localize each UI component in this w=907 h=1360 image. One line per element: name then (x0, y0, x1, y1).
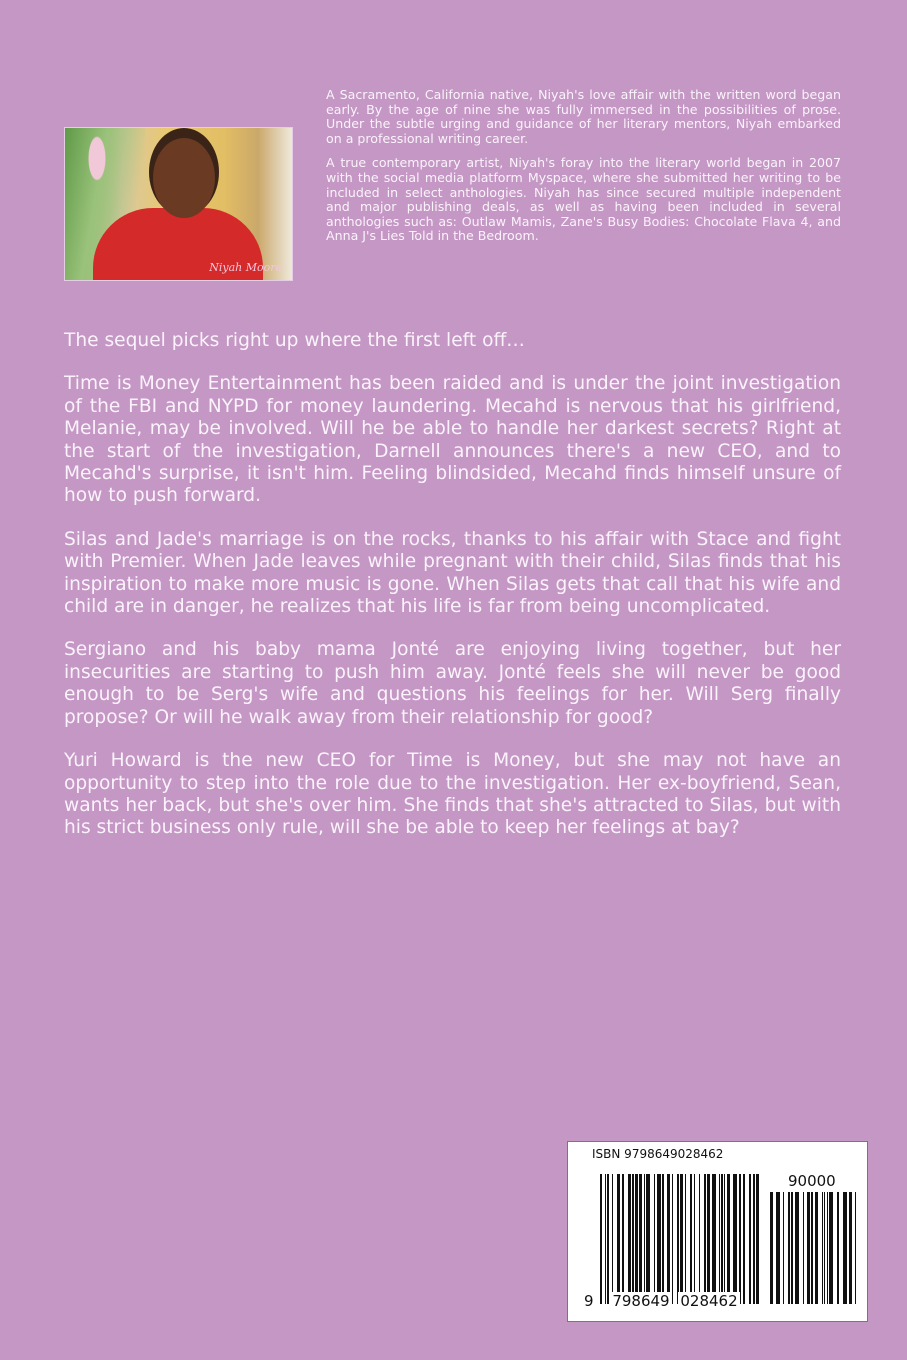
isbn-barcode (567, 1141, 868, 1322)
barcode-bar (788, 1192, 790, 1304)
blurb-paragraph: Sergiano and his baby mama Jonté are enjoying living together, but her insecurities are starting to push him away. Jonté feels she will never be good enough to be Serg's wife and questions his feelings for her. Will Serg finally propose? Or will he walk away from their relationship for good? (64, 639, 841, 728)
barcode-bar (677, 1174, 679, 1304)
barcode-bar (837, 1192, 839, 1304)
barcode-digits (582, 1292, 740, 1310)
barcode-bar (667, 1174, 670, 1304)
author-bio (326, 88, 841, 254)
barcode-bar (803, 1192, 804, 1304)
barcode-bar (822, 1192, 823, 1304)
barcode-bar (749, 1174, 751, 1304)
barcode-bar (753, 1174, 755, 1304)
barcode-bar (600, 1174, 602, 1304)
bio-paragraph: A Sacramento, California native, Niyah's love affair with the written word began early. By the age of nine she was fully immersed in the possibilities of prose. Under the subtle urging and guidance of her literary mentors, Niyah embarked on a professional writing career. (326, 87, 841, 146)
barcode-bar (707, 1174, 710, 1304)
barcode-bar (727, 1174, 730, 1304)
barcode-bar (685, 1174, 686, 1304)
barcode-bar (612, 1174, 613, 1304)
barcode-bar (635, 1174, 638, 1304)
barcode-bar (712, 1174, 716, 1304)
barcode-bar (632, 1174, 634, 1304)
barcode-bar (644, 1174, 645, 1304)
barcode-bar (811, 1192, 813, 1304)
author-photo (64, 127, 293, 281)
digits-right: 028462 (680, 1292, 738, 1310)
barcode-bar (739, 1174, 741, 1304)
barcode-bar (807, 1192, 810, 1304)
barcode-bar (724, 1174, 725, 1304)
barcode-bar (662, 1174, 664, 1304)
barcode-bar (829, 1192, 833, 1304)
barcode-bar (639, 1174, 642, 1304)
barcode-bar (719, 1174, 720, 1304)
book-blurb (64, 330, 841, 861)
barcode-bar (783, 1192, 784, 1304)
barcode-bar (795, 1192, 799, 1304)
barcode-bar (815, 1192, 818, 1304)
barcode-bar (699, 1174, 700, 1304)
barcode-bar (657, 1174, 661, 1304)
barcode-bar (776, 1192, 780, 1304)
barcode-bar (855, 1192, 856, 1304)
barcode-bar (843, 1192, 847, 1304)
barcode-addon: 90000 (788, 1172, 836, 1190)
barcode-bar (694, 1174, 695, 1304)
author-head (153, 138, 215, 218)
digits-left: 798649 (612, 1292, 670, 1310)
barcode-bar (605, 1174, 606, 1304)
digit-first: 9 (584, 1292, 594, 1310)
barcode-bar (622, 1174, 624, 1304)
barcode-bar (654, 1174, 655, 1304)
blurb-paragraph: Yuri Howard is the new CEO for Time is Money, but she may not have an opportunity to step into the role due to the investigation. Her ex-boyfriend, Sean, wants her back, but she's over him. She finds that she's attracted to Silas, but with his strict business only rule, will she be able to keep her feelings at bay? (64, 750, 841, 839)
barcode-bar (756, 1174, 759, 1304)
blurb-paragraph: Silas and Jade's marriage is on the rocks, thanks to his affair with Stace and fight with Premier. When Jade leaves while pregnant with their child, Silas finds that his inspiration to make more music is gone. When Silas gets that call that his wife and child are in danger, he realizes that his life is far from being uncomplicated. (64, 528, 841, 618)
isbn-label: ISBN 9798649028462 (592, 1147, 724, 1161)
barcode-bar (770, 1192, 773, 1304)
barcode-bar (690, 1174, 692, 1304)
barcode-bar (733, 1174, 737, 1304)
barcode-bar (743, 1174, 745, 1304)
barcode-bar (617, 1174, 620, 1304)
author-signature: Niyah Moore (209, 261, 282, 274)
barcode-bar (607, 1174, 609, 1304)
barcode-bar (672, 1174, 673, 1304)
barcode-bar (704, 1174, 706, 1304)
barcode-bar (827, 1192, 828, 1304)
barcode-bar (824, 1192, 825, 1304)
barcode-bar (628, 1174, 631, 1304)
barcode-bar (721, 1174, 723, 1304)
barcode-bar (849, 1192, 852, 1304)
barcode-bars (600, 1174, 760, 1304)
addon-bars (770, 1192, 856, 1304)
barcode-bar (791, 1192, 793, 1304)
blurb-paragraph: Time is Money Entertainment has been raided and is under the joint investigation of the FBI and NYPD for money laundering. Mecahd is nervous that his girlfriend, Melanie, may be involved. Will he be able to handle her darkest secrets? Right at the start of the investigation, Darnell announces there's a new CEO, and to Mecahd's surprise, it isn't him. Feeling blindsided, Mecahd finds himself unsure of how to push forward. (64, 373, 841, 507)
barcode-bar (680, 1174, 683, 1304)
bio-paragraph: A true contemporary artist, Niyah's foray into the literary world began in 2007 with the social media platform Myspace, where she submitted her writing to be included in select anthologies. Niyah has since secured multiple independent and major publishing deals, as well as having been included in several anthologies such as: Outlaw Mamis, Zane's Busy Bodies: Chocolate Flava 4, and Anna J's Lies Told in the Bedroom. (326, 155, 841, 244)
blurb-paragraph: The sequel picks right up where the first left off… (64, 330, 525, 351)
barcode-bar (646, 1174, 650, 1304)
